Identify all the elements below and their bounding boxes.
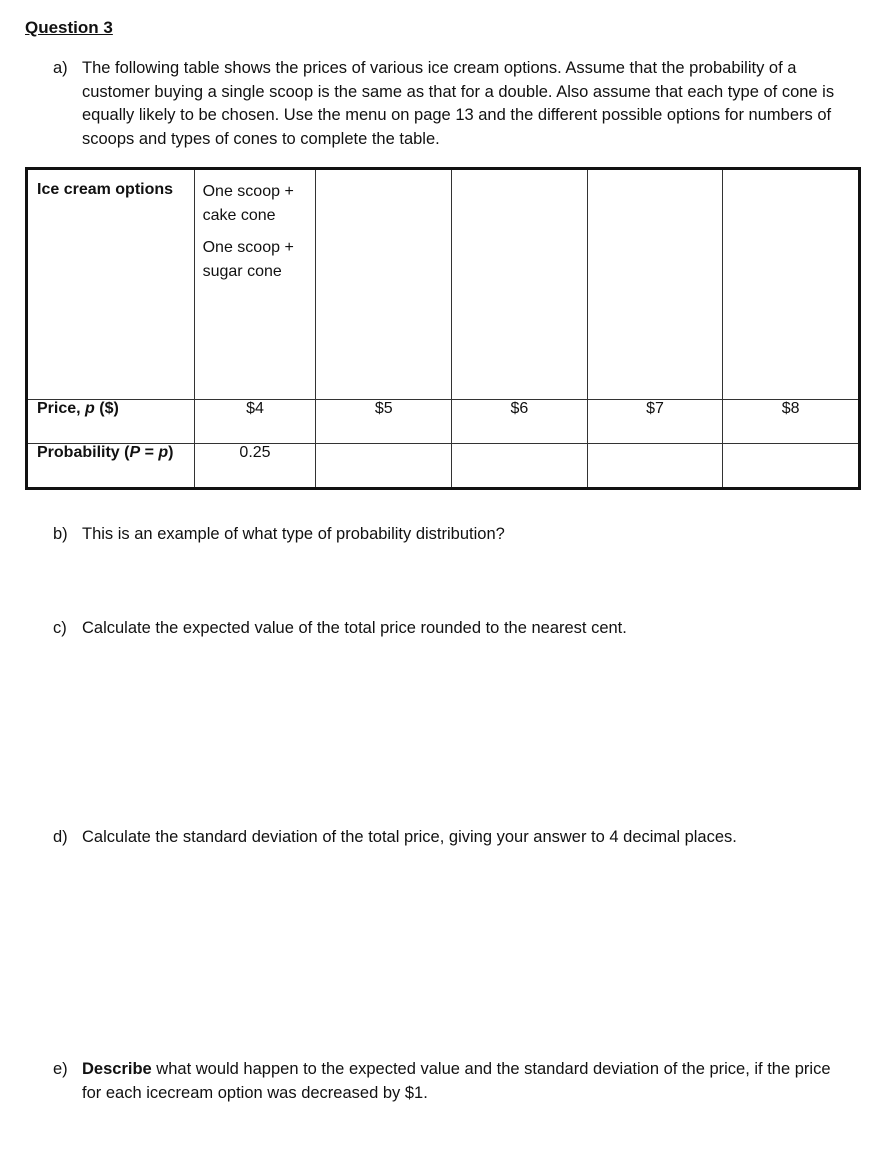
probability-cell-1: 0.25 <box>194 444 316 489</box>
part-e <box>53 1058 853 1105</box>
part-b-text: This is an example of what type of probability distribution? <box>82 525 505 543</box>
price-cell-5: $8 <box>723 400 860 444</box>
table-row-probability <box>27 444 860 489</box>
price-cell-1: $4 <box>194 400 316 444</box>
option-one-scoop-sugar-cone: One scoop + sugar cone <box>202 239 294 280</box>
probability-cell-2[interactable] <box>316 444 452 489</box>
part-e-body: what would happen to the expected value and the standard deviation of the price, if the price for each icecream option was decreased by $1. <box>82 1060 831 1102</box>
part-d-label: d) <box>53 828 68 846</box>
options-cell-4[interactable] <box>587 169 723 400</box>
options-cell-3[interactable] <box>452 169 588 400</box>
part-a <box>53 57 853 151</box>
probability-table <box>25 167 861 490</box>
part-e-label: e) <box>53 1060 68 1078</box>
price-cell-3: $6 <box>452 400 588 444</box>
part-c-label: c) <box>53 619 67 637</box>
part-d-text: Calculate the standard deviation of the total price, giving your answer to 4 decimal places. <box>82 828 737 846</box>
part-b-label: b) <box>53 525 68 543</box>
table-row-options <box>27 169 860 400</box>
part-c-text: Calculate the expected value of the total price rounded to the nearest cent. <box>82 619 627 637</box>
table-row-price <box>27 400 860 444</box>
part-d <box>53 826 853 850</box>
options-cell-1 <box>194 169 316 400</box>
part-a-text: The following table shows the prices of various ice cream options. Assume that the probability of a customer buying a single scoop is the same as that for a double. Also assume that each type of cone is equally likely to be chosen. Use the menu on page 13 and the different possible options for numbers of scoops and types of cones to complete the table. <box>82 59 835 148</box>
options-cell-2[interactable] <box>316 169 452 400</box>
price-cell-2: $5 <box>316 400 452 444</box>
option-one-scoop-cake-cone: One scoop + cake cone <box>202 183 294 224</box>
part-c <box>53 617 853 641</box>
row-header-price: Price, p ($) <box>27 400 195 444</box>
probability-cell-5[interactable] <box>723 444 860 489</box>
price-cell-4: $7 <box>587 400 723 444</box>
question-title: Question 3 <box>25 18 113 37</box>
row-header-options: Ice cream options <box>27 169 195 400</box>
options-cell-5[interactable] <box>723 169 860 400</box>
probability-cell-4[interactable] <box>587 444 723 489</box>
row-header-probability: Probability (P = p) <box>27 444 195 489</box>
part-e-bold-lead: Describe <box>82 1060 152 1078</box>
part-a-label: a) <box>53 59 68 77</box>
part-b <box>53 523 853 547</box>
part-e-text <box>82 1058 853 1105</box>
probability-cell-3[interactable] <box>452 444 588 489</box>
